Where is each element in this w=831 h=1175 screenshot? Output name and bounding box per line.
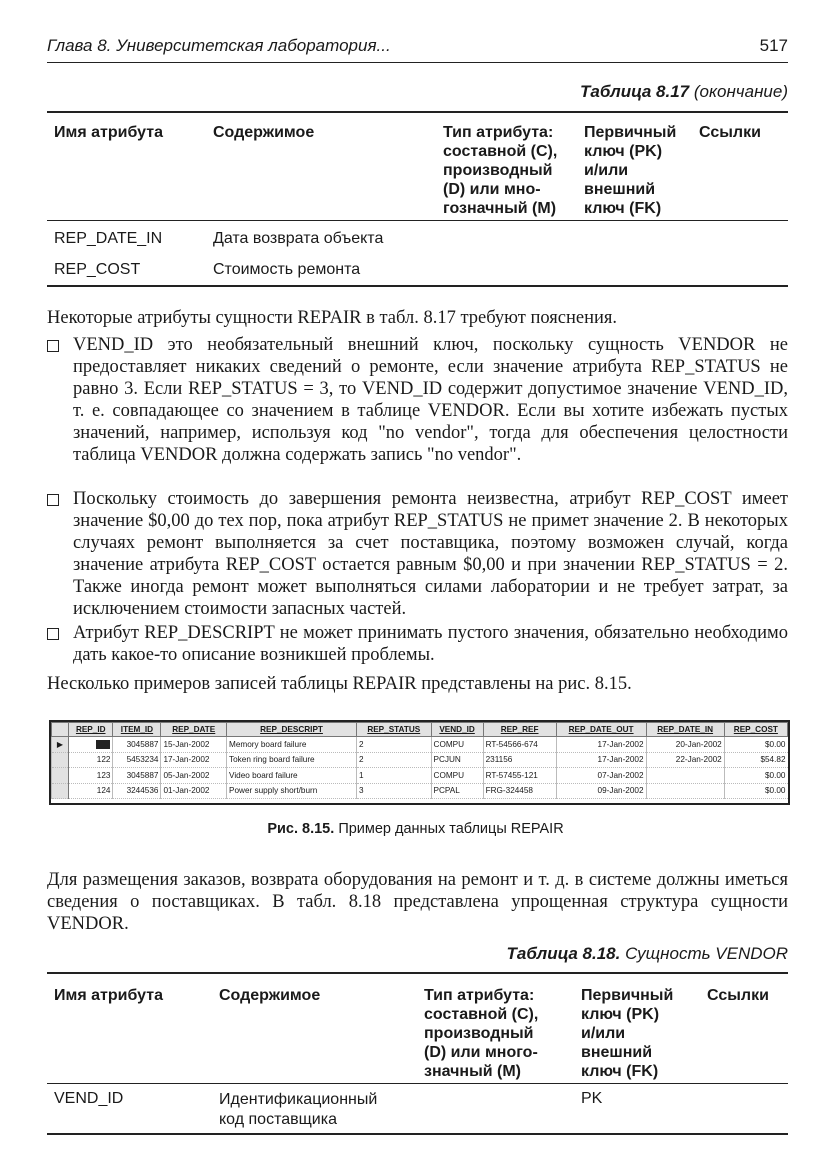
header-line: ключ (PK): [584, 143, 663, 160]
header-line: Первичный: [584, 124, 677, 141]
table-cell[interactable]: 09-Jan-2002: [556, 783, 646, 799]
table-cell[interactable]: 01-Jan-2002: [161, 783, 227, 799]
header-line: ключ (FK): [584, 200, 662, 217]
row-selector[interactable]: [52, 752, 69, 768]
header-line: производный: [424, 1025, 534, 1042]
header-line: ключ (PK): [581, 1006, 660, 1023]
header-line: и/или: [584, 162, 629, 179]
bullet-text: Поскольку стоимость до завершения ремонта неизвестна, атрибут REP_COST имеет значение $0,00 до тех пор, пока атрибут REP_STATUS не примет значение 2. В некоторых случаях ремонт выполняется за счет поставщика, поэтому возможен случай, когда значение атрибута REP_COST остается равным $0,00 и при значении REP_STATUS = 2. Также иногда ремонт может выполняться силами лаборатории и не требует затрат, за исключением стоимости запасных частей.: [73, 489, 788, 619]
intro-paragraph: Некоторые атрибуты сущности REPAIR в табл. 8.17 требуют пояснения.: [47, 308, 618, 328]
examples-paragraph: Несколько примеров записей таблицы REPAIR представлены на рис. 8.15.: [47, 674, 632, 694]
vendor-paragraph: Для размещения заказов, возврата оборудования на ремонт и т. д. в системе должны иметься сведения о поставщиках. В табл. 8.18 представлена упрощенная структура сущности VENDOR.: [47, 870, 788, 934]
table-caption-suffix: Сущность VENDOR: [625, 944, 788, 963]
table-cell-key: PK: [581, 1090, 603, 1107]
header-line: ключ (FK): [581, 1063, 659, 1080]
col-header-rep-status[interactable]: REP_STATUS: [357, 723, 432, 737]
table-caption-number: Таблица 8.18.: [506, 944, 621, 963]
table-cell[interactable]: Memory board failure: [227, 737, 357, 753]
table-cell-name: REP_DATE_IN: [54, 230, 163, 247]
table-row[interactable]: [52, 737, 788, 753]
table-row[interactable]: [52, 752, 788, 768]
table-cell[interactable]: COMPU: [431, 737, 483, 753]
header-line: (D) или мно-: [443, 181, 541, 198]
col-header-rep-id[interactable]: REP_ID: [69, 723, 113, 737]
table-caption-suffix: (окончание): [693, 82, 788, 101]
header-line: и/или: [581, 1025, 626, 1042]
col-header-key: [584, 123, 676, 218]
table-cell[interactable]: 17-Jan-2002: [556, 737, 646, 753]
bullet-item: [47, 622, 788, 666]
table-cell[interactable]: 1: [357, 768, 432, 784]
table-cell[interactable]: 231156: [483, 752, 556, 768]
table-top-rule: [47, 111, 788, 113]
table-cell[interactable]: 20-Jan-2002: [646, 737, 724, 753]
table-cell-content: [219, 1090, 377, 1130]
table-cell-content: Дата возврата объекта: [213, 230, 384, 247]
col-header-item-id[interactable]: ITEM_ID: [113, 723, 161, 737]
table-cell[interactable]: 3045887: [113, 737, 161, 753]
table-cell[interactable]: 05-Jan-2002: [161, 768, 227, 784]
checkbox-bullet-icon: [47, 494, 59, 506]
page-number: 517: [759, 36, 788, 55]
figure-caption-text: Пример данных таблицы REPAIR: [338, 821, 564, 837]
table-cell[interactable]: PCPAL: [431, 783, 483, 799]
checkbox-bullet-icon: [47, 628, 59, 640]
header-line: значный (М): [424, 1063, 521, 1080]
bullet-text: Атрибут REP_DESCRIPT не может принимать пустого значения, обязательно необходимо дать какое-то описание возникшей проблемы.: [73, 623, 788, 665]
table-cell[interactable]: 3: [357, 783, 432, 799]
col-header-type: [443, 123, 557, 218]
table-header-rule: [47, 1083, 788, 1084]
col-header-key: [581, 986, 673, 1081]
table-cell[interactable]: 07-Jan-2002: [556, 768, 646, 784]
col-header-refs: Ссылки: [699, 124, 761, 141]
table-cell[interactable]: 17-Jan-2002: [556, 752, 646, 768]
table-cell-content: Стоимость ремонта: [213, 261, 361, 278]
table-cell[interactable]: Video board failure: [227, 768, 357, 784]
table-cell-name: REP_COST: [54, 261, 141, 278]
bullet-item: [47, 488, 788, 619]
col-header-attribute: Имя атрибута: [54, 124, 163, 141]
col-header-rep-date[interactable]: REP_DATE: [161, 723, 227, 737]
header-line: составной (С),: [424, 1006, 539, 1023]
header-line: Тип атрибута:: [443, 124, 554, 141]
table-caption-number: Таблица 8.17: [580, 82, 690, 101]
header-line: Тип атрибута:: [424, 987, 535, 1004]
col-header-rep-date-in[interactable]: REP_DATE_IN: [646, 723, 724, 737]
col-header-attribute: Имя атрибута: [54, 987, 163, 1004]
row-selector-header: [52, 723, 69, 737]
table-cell[interactable]: FRG-324458: [483, 783, 556, 799]
table-8-17-caption: [580, 82, 788, 102]
table-top-rule: [47, 972, 788, 974]
col-header-content: Содержимое: [213, 124, 315, 141]
table-cell[interactable]: 5453234: [113, 752, 161, 768]
bullet-item: [47, 334, 788, 484]
row-selector[interactable]: [52, 768, 69, 784]
table-cell[interactable]: [646, 783, 724, 799]
table-cell[interactable]: 2: [357, 752, 432, 768]
header-line: Первичный: [581, 987, 674, 1004]
content-line: код поставщика: [219, 1111, 337, 1128]
repair-datasheet: [49, 720, 790, 805]
table-cell[interactable]: COMPU: [431, 768, 483, 784]
table-cell[interactable]: $54.82: [724, 752, 787, 768]
header-line: составной (С),: [443, 143, 558, 160]
col-header-content: Содержимое: [219, 987, 321, 1004]
table-cell[interactable]: 3244536: [113, 783, 161, 799]
table-cell[interactable]: $0.00: [724, 737, 787, 753]
header-divider: [47, 62, 788, 63]
table-cell[interactable]: RT-54566-674: [483, 737, 556, 753]
table-bottom-rule: [47, 1133, 788, 1135]
table-cell[interactable]: 22-Jan-2002: [646, 752, 724, 768]
col-header-type: [424, 986, 538, 1081]
table-cell[interactable]: [69, 737, 113, 753]
table-cell[interactable]: 122: [69, 752, 113, 768]
table-cell[interactable]: PCJUN: [431, 752, 483, 768]
chapter-title: Глава 8. Университетская лаборатория...: [47, 36, 391, 55]
table-cell[interactable]: $0.00: [724, 768, 787, 784]
table-cell[interactable]: Token ring board failure: [227, 752, 357, 768]
table-header-rule: [47, 220, 788, 221]
col-header-rep-ref[interactable]: REP_REF: [483, 723, 556, 737]
table-row[interactable]: [52, 783, 788, 799]
table-row[interactable]: [52, 768, 788, 784]
header-line: (D) или много-: [424, 1044, 538, 1061]
table-cell[interactable]: RT-57455-121: [483, 768, 556, 784]
col-header-refs: Ссылки: [707, 987, 769, 1004]
checkbox-bullet-icon: [47, 340, 59, 352]
table-bottom-rule: [47, 285, 788, 287]
col-header-vend-id[interactable]: VEND_ID: [431, 723, 483, 737]
header-line: производный: [443, 162, 553, 179]
figure-caption: [0, 821, 831, 837]
row-selector[interactable]: [52, 783, 69, 799]
table-cell[interactable]: 3045887: [113, 768, 161, 784]
cursor-block: [96, 740, 110, 749]
header-line: внешний: [584, 181, 656, 198]
figure-caption-label: Рис. 8.15.: [267, 821, 335, 837]
row-pointer-icon[interactable]: ▶: [52, 737, 69, 753]
table-cell[interactable]: 124: [69, 783, 113, 799]
header-line: гозначный (М): [443, 200, 557, 217]
table-cell[interactable]: Power supply short/burn: [227, 783, 357, 799]
content-line: Идентификационный: [219, 1091, 378, 1108]
table-cell[interactable]: $0.00: [724, 783, 787, 799]
table-cell[interactable]: 15-Jan-2002: [161, 737, 227, 753]
table-cell[interactable]: 123: [69, 768, 113, 784]
col-header-rep-descript[interactable]: REP_DESCRIPT: [227, 723, 357, 737]
bullet-text: VEND_ID это необязательный внешний ключ, поскольку сущность VENDOR не предоставляет никаких сведений о ремонте, если значение атрибута REP_STATUS не равно 3. Если REP_STATUS = 3, то VEND_ID содержит допустимое значение VEND_ID, т. е. совпадающее со значением в таблице VENDOR. Если вы хотите избежать пустых значений, например, используя код "no vendor", тогда для обеспечения целостности таблица VENDOR должна содержать запись "no vendor".: [73, 335, 788, 465]
table-cell[interactable]: 17-Jan-2002: [161, 752, 227, 768]
table-8-18-caption: [506, 944, 788, 964]
col-header-rep-cost[interactable]: REP_COST: [724, 723, 787, 737]
col-header-rep-date-out[interactable]: REP_DATE_OUT: [556, 723, 646, 737]
header-line: внешний: [581, 1044, 653, 1061]
table-cell-name: VEND_ID: [54, 1090, 124, 1107]
table-cell[interactable]: 2: [357, 737, 432, 753]
table-cell[interactable]: [646, 768, 724, 784]
